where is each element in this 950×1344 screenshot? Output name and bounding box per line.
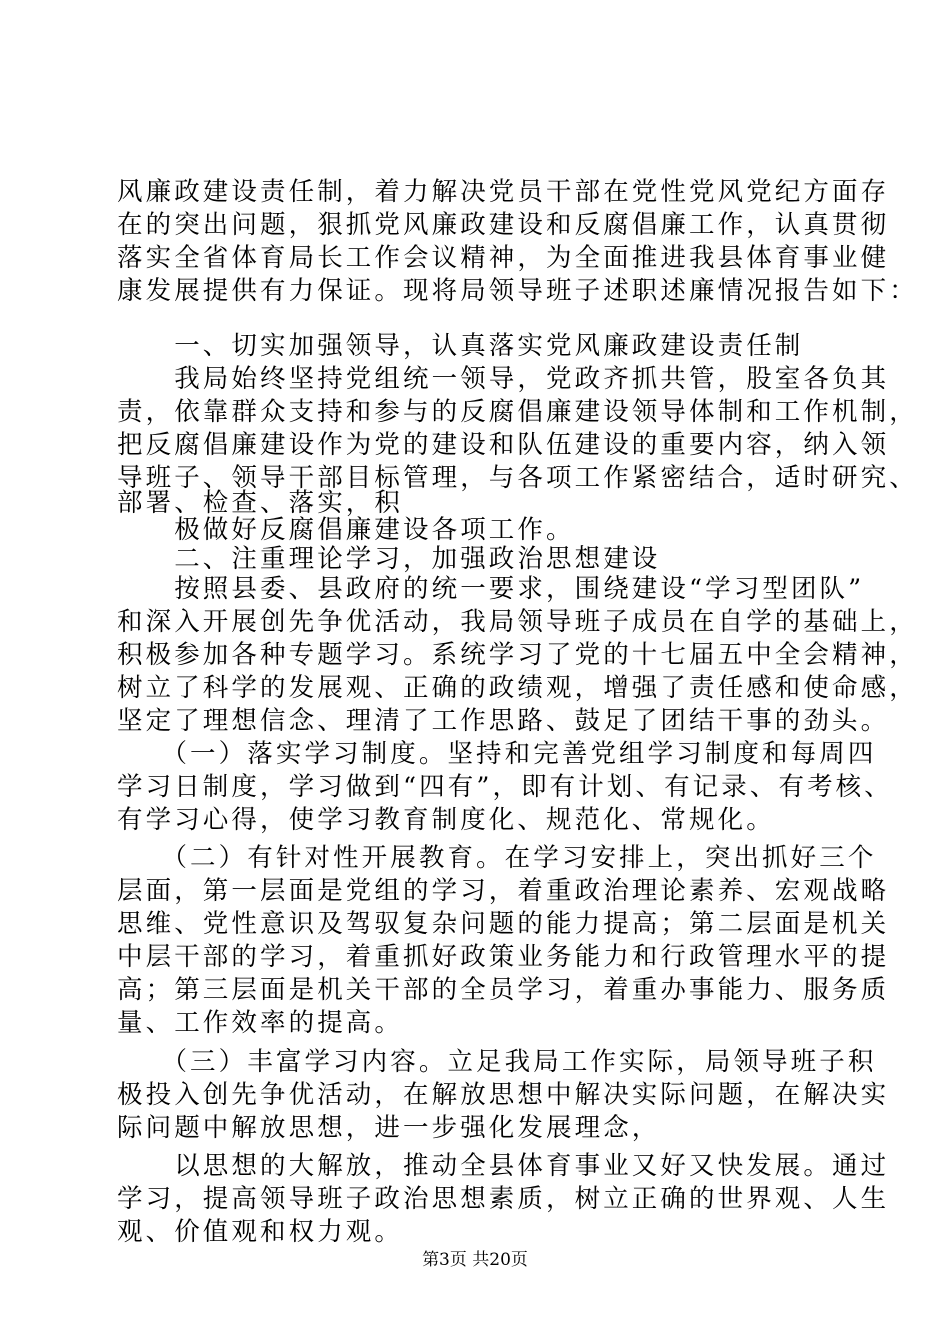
body-line: 按照县委、县政府的统一要求，围绕建设“学习型团队”	[117, 574, 865, 604]
body-line: 树立了科学的发展观、正确的政绩观，增强了责任感和使命感，	[117, 673, 918, 703]
body-line: 极做好反腐倡廉建设各项工作。	[117, 515, 575, 545]
body-line: 坚定了理想信念、理清了工作思路、鼓足了团结干事的劲头。	[117, 706, 890, 736]
body-line: 以思想的大解放，推动全县体育事业又好又快发展。通过	[117, 1151, 890, 1181]
body-line: 积极参加各种专题学习。系统学习了党的十七届五中全会精神，	[117, 640, 918, 670]
body-line: 高；第三层面是机关干部的全员学习，着重办事能力、服务质	[117, 975, 890, 1005]
body-line: 我局始终坚持党组统一领导，党政齐抓共管，股室各负其	[117, 364, 890, 394]
body-line: 责，依靠群众支持和参与的反腐倡廉建设领导体制和工作机制，	[117, 397, 918, 427]
body-line: （三）丰富学习内容。立足我局工作实际，局领导班子积	[117, 1047, 877, 1077]
section-heading: 一、切实加强领导，认真落实党风廉政建设责任制	[117, 331, 804, 361]
body-line: 思维、党性意识及驾驭复杂问题的能力提高；第二层面是机关	[117, 909, 890, 939]
body-line: 康发展提供有力保证。现将局领导班子述职述廉情况报告如下：	[117, 276, 918, 306]
body-line: 落实全省体育局长工作会议精神，为全面推进我县体育事业健	[117, 243, 890, 273]
body-line: 中层干部的学习，着重抓好政策业务能力和行政管理水平的提	[117, 942, 890, 972]
body-line: 际问题中解放思想，进一步强化发展理念，	[117, 1113, 661, 1143]
body-line: 层面，第一层面是党组的学习，着重政治理论素养、宏观战略	[117, 876, 890, 906]
body-line: 在的突出问题，狠抓党风廉政建设和反腐倡廉工作，认真贯彻	[117, 210, 890, 240]
body-line: （一）落实学习制度。坚持和完善党组学习制度和每周四	[117, 739, 877, 769]
body-line: 量、工作效率的提高。	[117, 1008, 404, 1038]
body-line: （二）有针对性开展教育。在学习安排上，突出抓好三个	[117, 843, 877, 873]
body-line: 有学习心得，使学习教育制度化、规范化、常规化。	[117, 805, 775, 835]
body-line: 部署、检查、落实，积	[117, 488, 404, 518]
body-line: 导班子、领导干部目标管理，与各项工作紧密结合，适时研究、	[117, 463, 918, 493]
body-line: 和深入开展创先争优活动，我局领导班子成员在自学的基础上，	[117, 607, 918, 637]
body-line: 学习，提高领导班子政治思想素质，树立正确的世界观、人生	[117, 1184, 890, 1214]
body-line: 观、价值观和权力观。	[117, 1217, 404, 1247]
page-number-footer: 第3页 共20页	[422, 1250, 528, 1270]
body-line: 风廉政建设责任制，着力解决党员干部在党性党风党纪方面存	[117, 177, 890, 207]
section-heading: 二、注重理论学习，加强政治思想建设	[117, 544, 661, 574]
body-line: 学习日制度，学习做到“四有”，即有计划、有记录、有考核、	[117, 772, 893, 802]
body-line: 把反腐倡廉建设作为党的建设和队伍建设的重要内容，纳入领	[117, 430, 890, 460]
body-line: 极投入创先争优活动，在解放思想中解决实际问题，在解决实	[117, 1080, 890, 1110]
